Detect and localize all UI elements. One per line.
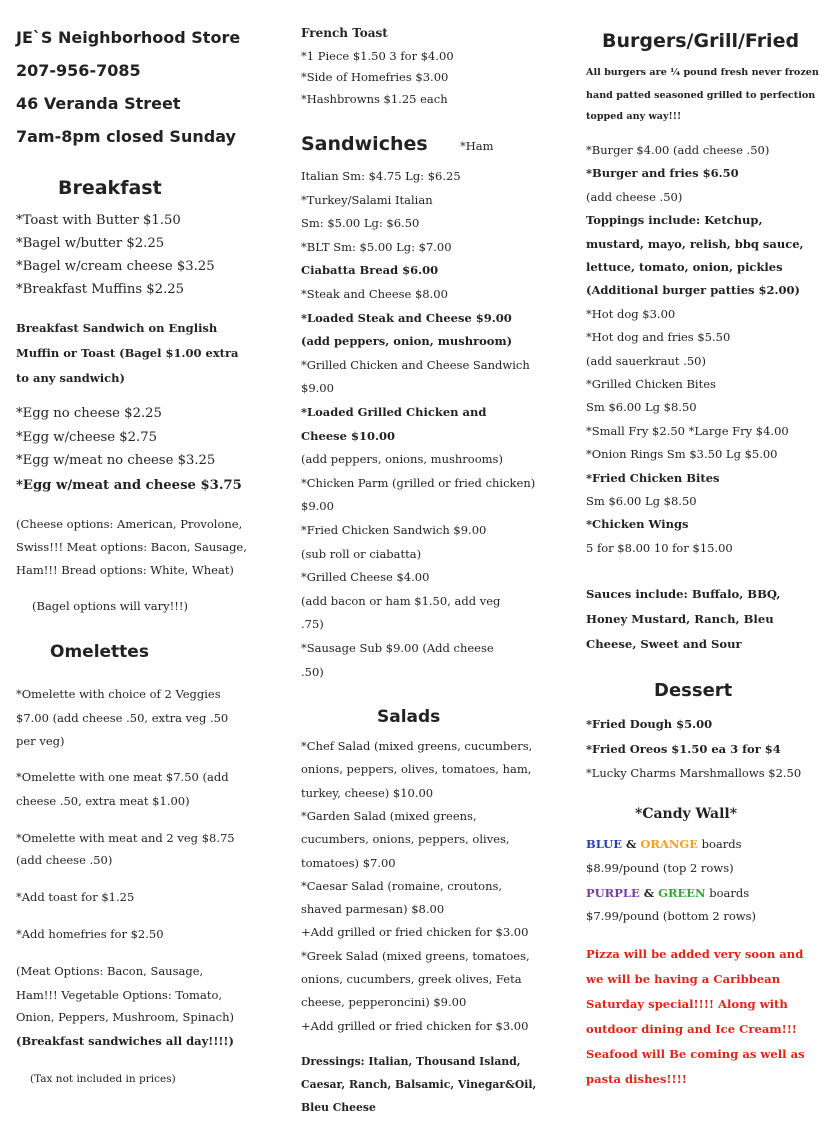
salad-line: onions, peppers, olives, tomatoes, ham, [301, 762, 532, 777]
salad-line: *Caesar Salad (romaine, croutons, [301, 878, 503, 893]
omelette-item: cheese .50, extra meat $1.00) [16, 794, 190, 808]
burgers-intro: hand patted seasoned grilled to perfection [586, 90, 816, 101]
breakfast-all-day: (Breakfast sandwiches all day!!!!) [16, 1034, 234, 1048]
sandwich-line: Cheese $10.00 [301, 428, 395, 443]
french-toast-item: *1 Piece $1.50 3 for $4.00 [301, 49, 454, 63]
omelette-options: Onion, Peppers, Mushroom, Spinach) [16, 1010, 234, 1024]
breakfast-options: (Cheese options: American, Provolone, [16, 517, 243, 531]
breakfast-options: Ham!!! Bread options: White, Wheat) [16, 563, 234, 577]
burger-line: mustard, mayo, relish, bbq sauce, [586, 236, 804, 251]
burger-line: *Hot dog and fries $5.50 [586, 330, 731, 345]
sandwich-line: *Grilled Cheese $4.00 [301, 570, 430, 585]
dressings-note: Dressings: Italian, Thousand Island, [301, 1055, 521, 1068]
breakfast-item: *Toast with Butter $1.50 [16, 213, 181, 228]
salad-line: cucumbers, onions, peppers, olives, [301, 832, 510, 847]
omelette-options: Ham!!! Vegetable Options: Tomato, [16, 988, 223, 1002]
sauces-note: Honey Mustard, Ranch, Bleu [586, 612, 774, 626]
store-name: JE`S Neighborhood Store [16, 28, 241, 47]
announcement-line: outdoor dining and Ice Cream!!! [586, 1022, 797, 1036]
burger-line: Sm $6.00 Lg $8.50 [586, 494, 697, 508]
candy-boards-2 [586, 884, 749, 902]
omelette-item: per veg) [16, 734, 65, 748]
burger-line: *Small Fry $2.50 *Large Fry $4.00 [586, 423, 789, 438]
sandwich-line: *BLT Sm: $5.00 Lg: $7.00 [301, 239, 452, 254]
announcement-line: Pizza will be added very soon and [586, 947, 804, 961]
breakfast-sandwich-note: to any sandwich) [16, 371, 125, 385]
candy-boards-1 [586, 835, 742, 853]
dessert-title: Dessert [654, 680, 733, 701]
burger-line: (add sauerkraut .50) [586, 353, 706, 368]
sandwich-line: (add peppers, onions, mushrooms) [301, 452, 503, 467]
sauces-note: Sauces include: Buffalo, BBQ, [586, 587, 781, 601]
candy-amp: & [621, 837, 641, 851]
candy-orange: ORANGE [640, 837, 698, 851]
egg-item-bold: *Egg w/meat and cheese $3.75 [16, 478, 242, 493]
dressings-note: Caesar, Ranch, Balsamic, Vinegar&Oil, [301, 1078, 537, 1091]
omelette-item: *Omelette with meat and 2 veg $8.75 [16, 831, 235, 845]
candy-title: *Candy Wall* [635, 806, 738, 822]
burger-line: *Chicken Wings [586, 517, 689, 532]
candy-blue: BLUE [586, 837, 622, 851]
sandwich-line: *Turkey/Salami Italian [301, 192, 433, 207]
omelette-item: *Omelette with one meat $7.50 (add [16, 770, 229, 784]
announcement-line: Seafood will Be coming as well as [586, 1047, 805, 1061]
announcement-line: Saturday special!!!! Along with [586, 997, 788, 1011]
sandwiches-ham-note: *Ham [460, 139, 494, 153]
sandwich-line: Sm: $5.00 Lg: $6.50 [301, 216, 420, 231]
omelettes-title: Omelettes [50, 642, 149, 662]
candy-price-1: $8.99/pound (top 2 rows) [586, 861, 734, 875]
sandwich-line: *Sausage Sub $9.00 (Add cheese [301, 641, 494, 655]
omelette-item: *Omelette with choice of 2 Veggies [16, 687, 221, 701]
candy-boards-label: boards [705, 886, 750, 900]
burger-line: 5 for $8.00 10 for $15.00 [586, 540, 733, 555]
candy-purple: PURPLE [586, 886, 640, 900]
tax-note: (Tax not included in prices) [30, 1073, 176, 1085]
burger-line: *Hot dog $3.00 [586, 306, 676, 321]
salad-line: +Add grilled or fried chicken for $3.00 [301, 925, 529, 940]
breakfast-item: *Bagel w/cream cheese $3.25 [16, 259, 215, 274]
burgers-intro: All burgers are ¼ pound fresh never frozen [586, 67, 819, 78]
sandwich-line: *Loaded Steak and Cheese $9.00 [301, 310, 512, 325]
salad-line: tomatoes) $7.00 [301, 855, 396, 870]
burger-line: (Additional burger patties $2.00) [586, 283, 800, 298]
egg-item: *Egg w/cheese $2.75 [16, 430, 158, 445]
breakfast-item: *Bagel w/butter $2.25 [16, 236, 165, 251]
bagel-note: (Bagel options will vary!!!) [32, 599, 188, 613]
sandwich-line: $9.00 [301, 381, 334, 396]
burgers-intro: topped any way!!! [586, 111, 682, 122]
burger-line: (add cheese .50) [586, 189, 683, 204]
candy-green: GREEN [658, 886, 706, 900]
omelette-homefries: *Add homefries for $2.50 [16, 927, 164, 941]
breakfast-item: *Breakfast Muffins $2.25 [16, 282, 185, 297]
sandwich-line: .50) [301, 664, 324, 679]
sandwich-line: (sub roll or ciabatta) [301, 546, 422, 561]
sandwich-line: .75) [301, 617, 324, 632]
dessert-item: *Lucky Charms Marshmallows $2.50 [586, 766, 802, 780]
sandwiches-title: Sandwiches [301, 133, 428, 155]
salad-line: *Chef Salad (mixed greens, cucumbers, [301, 739, 533, 753]
egg-item: *Egg w/meat no cheese $3.25 [16, 453, 216, 468]
egg-item: *Egg no cheese $2.25 [16, 406, 162, 421]
burger-line: *Burger $4.00 (add cheese .50) [586, 143, 770, 157]
burger-line: lettuce, tomato, onion, pickles [586, 260, 783, 274]
salad-line: *Garden Salad (mixed greens, [301, 808, 477, 823]
omelette-options: (Meat Options: Bacon, Sausage, [16, 964, 204, 978]
french-toast-item: *Hashbrowns $1.25 each [301, 92, 448, 106]
salad-line: +Add grilled or fried chicken for $3.00 [301, 1018, 529, 1033]
omelette-item: (add cheese .50) [16, 853, 113, 867]
sandwich-line: *Loaded Grilled Chicken and [301, 405, 487, 419]
sandwich-line: Italian Sm: $4.75 Lg: $6.25 [301, 169, 461, 183]
salad-line: onions, cucumbers, greek olives, Feta [301, 972, 522, 986]
sandwich-line: (add peppers, onion, mushroom) [301, 334, 513, 349]
sauces-note: Cheese, Sweet and Sour [586, 637, 742, 651]
burger-line: Toppings include: Ketchup, [586, 213, 763, 228]
salad-line: turkey, cheese) $10.00 [301, 785, 434, 800]
store-address: 46 Veranda Street [16, 94, 181, 113]
burger-line: *Fried Chicken Bites [586, 470, 720, 485]
store-hours: 7am-8pm closed Sunday [16, 127, 236, 146]
french-toast-title: French Toast [301, 26, 388, 40]
salads-title: Salads [377, 707, 441, 727]
breakfast-title: Breakfast [58, 177, 162, 199]
salad-line: *Greek Salad (mixed greens, tomatoes, [301, 948, 530, 963]
burger-line: *Onion Rings Sm $3.50 Lg $5.00 [586, 447, 778, 462]
sandwich-line: (add bacon or ham $1.50, add veg [301, 593, 501, 608]
omelette-item: $7.00 (add cheese .50, extra veg .50 [16, 711, 229, 725]
candy-boards-label: boards [697, 837, 742, 851]
announcement-line: we will be having a Caribbean [586, 972, 781, 986]
sandwich-line: *Steak and Cheese $8.00 [301, 287, 448, 301]
dessert-item: *Fried Oreos $1.50 ea 3 for $4 [586, 741, 781, 756]
burgers-title: Burgers/Grill/Fried [602, 30, 800, 52]
dessert-item: *Fried Dough $5.00 [586, 717, 713, 731]
breakfast-options: Swiss!!! Meat options: Bacon, Sausage, [16, 540, 247, 554]
salad-line: cheese, pepperoncini) $9.00 [301, 995, 467, 1010]
sandwich-line: *Fried Chicken Sandwich $9.00 [301, 523, 487, 537]
burger-line: *Grilled Chicken Bites [586, 377, 716, 391]
sandwich-line: *Grilled Chicken and Cheese Sandwich [301, 357, 530, 372]
announcement-line: pasta dishes!!!! [586, 1072, 687, 1086]
breakfast-sandwich-note: Breakfast Sandwich on English [16, 321, 218, 335]
breakfast-sandwich-note: Muffin or Toast (Bagel $1.00 extra [16, 346, 239, 360]
burger-line: Sm $6.00 Lg $8.50 [586, 400, 697, 415]
dressings-note: Bleu Cheese [301, 1101, 376, 1114]
sandwich-line: *Chicken Parm (grilled or fried chicken) [301, 475, 536, 490]
candy-amp: & [639, 886, 659, 900]
candy-price-2: $7.99/pound (bottom 2 rows) [586, 909, 757, 923]
french-toast-item: *Side of Homefries $3.00 [301, 70, 449, 84]
burger-line: *Burger and fries $6.50 [586, 166, 739, 181]
omelette-toast: *Add toast for $1.25 [16, 890, 135, 904]
store-phone: 207-956-7085 [16, 61, 141, 80]
sandwich-line: $9.00 [301, 499, 334, 514]
salad-line: shaved parmesan) $8.00 [301, 902, 445, 917]
sandwich-line: Ciabatta Bread $6.00 [301, 263, 439, 278]
